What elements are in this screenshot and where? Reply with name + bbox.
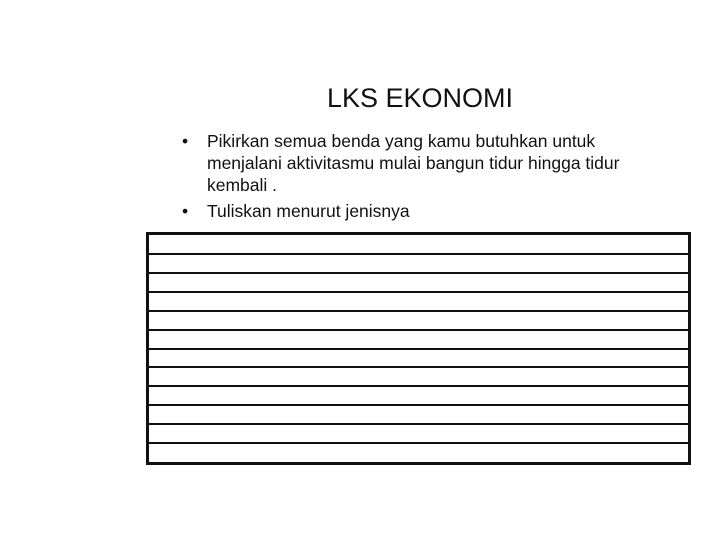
instruction-item-2	[165, 200, 665, 222]
writing-line	[149, 329, 688, 331]
instruction-text-1: Pikirkan semua benda yang kamu butuhkan untuk menjalani aktivitasmu mulai bangun tidur hingga tidur kembali .	[207, 131, 620, 195]
instruction-text-2: Tuliskan menurut jenisnya	[207, 201, 410, 221]
instruction-item-1	[165, 130, 665, 196]
writing-line	[149, 423, 688, 425]
instruction-list	[165, 130, 665, 226]
writing-line	[149, 291, 688, 293]
writing-line	[149, 366, 688, 368]
writing-line	[149, 253, 688, 255]
bullet-icon: •	[182, 131, 189, 151]
answer-lined-box[interactable]	[146, 232, 691, 465]
slide-title: LKS EKONOMI	[326, 83, 514, 113]
writing-line	[149, 348, 688, 350]
writing-line	[149, 272, 688, 274]
writing-line	[149, 385, 688, 387]
writing-line	[149, 442, 688, 444]
bullet-icon: •	[182, 201, 189, 221]
writing-line	[149, 310, 688, 312]
writing-line	[149, 404, 688, 406]
